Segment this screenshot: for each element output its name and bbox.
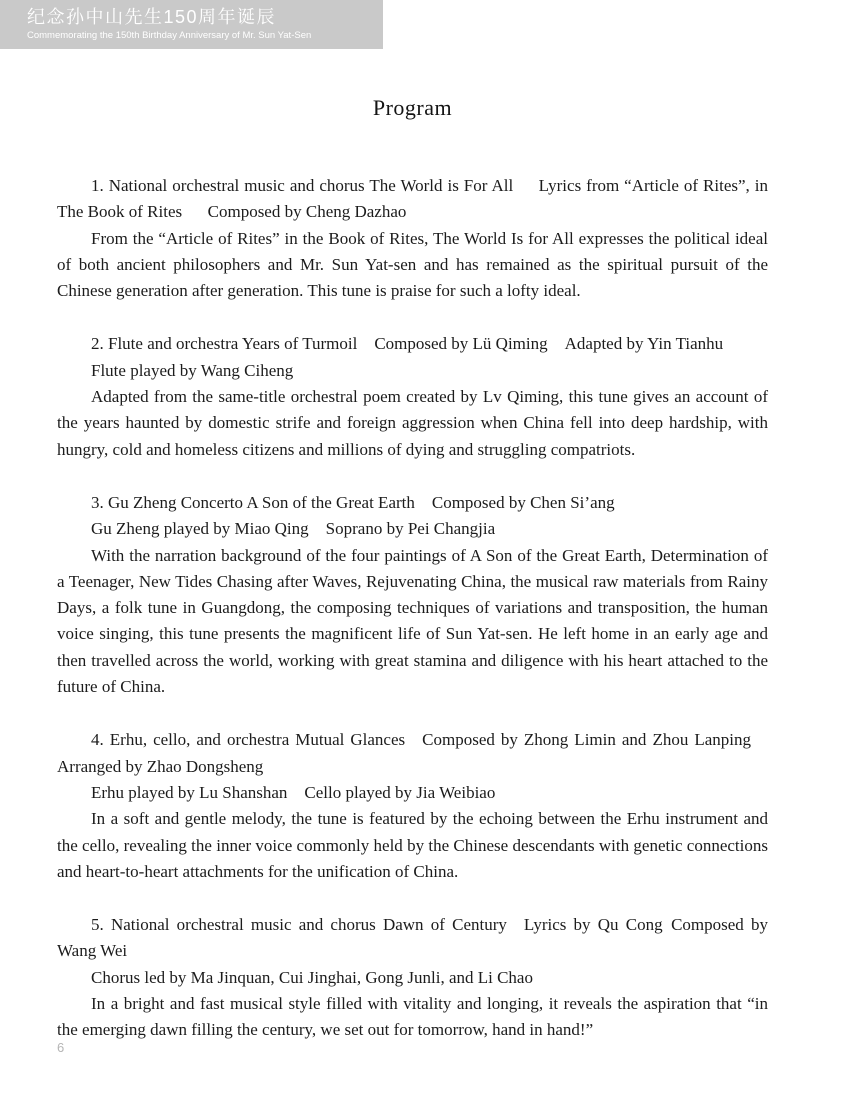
- page-title: Program: [372, 95, 453, 120]
- item-description: With the narration background of the four paintings of A Son of the Great Earth, Determination of a Teenager, New Tides Chasing after Waves, Rejuvenating China, the musical raw materials from Rainy Days, a folk tune in Guangdong, the composing techniques of variations and transposition, the human voice singing, this tune presents the magnificent life of Sun Yat-sen. He left home in an early age and then travelled across the world, working with great stamina and diligence with his heart attached to the future of China.: [57, 545, 768, 697]
- item-description: In a soft and gentle melody, the tune is featured by the echoing between the Erhu instrument and the cello, revealing the inner voice commonly held by the Chinese descendants with genetic connections and heart-to-heart attachments for the unification of China.: [57, 809, 768, 881]
- item-heading: 2. Flute and orchestra Years of Turmoil Composed by Lü Qiming Adapted by Yin Tianhu: [91, 334, 724, 354]
- header-subtitle-english: Commemorating the 150th Birthday Anniversary of Mr. Sun Yat-Sen: [27, 30, 312, 41]
- item-heading: 5. National orchestral music and chorus Dawn of Century Lyrics by Qu Cong Composed by Wang Wei: [57, 915, 768, 961]
- item-performers: Flute played by Wang Ciheng: [91, 360, 294, 380]
- item-description: From the “Article of Rites” in the Book of Rites, The World Is for All expresses the political ideal of both ancient philosophers and Mr. Sun Yat-sen and has remained as the spiritual pursuit of the Chinese generation after generation. This tune is praise for such a lofty ideal.: [57, 228, 768, 301]
- item-heading: 1. National orchestral music and chorus The World is For All Lyrics from “Article of Rites”, in The Book of Rites Composed by Cheng Dazhao: [57, 176, 768, 222]
- program-item-5: [57, 912, 768, 1043]
- page-number: 6: [57, 1040, 65, 1055]
- program-list: [57, 173, 768, 1044]
- program-item-1: [57, 173, 768, 304]
- item-performers: Gu Zheng played by Miao Qing Soprano by Pei Changjia: [91, 519, 496, 539]
- program-item-3: [57, 490, 768, 700]
- header-banner: [0, 0, 383, 49]
- item-performers: Chorus led by Ma Jinquan, Cui Jinghai, Gong Junli, and Li Chao: [91, 967, 533, 987]
- item-performers: Erhu played by Lu Shanshan Cello played by Jia Weibiao: [91, 782, 496, 802]
- item-heading: 4. Erhu, cello, and orchestra Mutual Glances Composed by Zhong Limin and Zhou Lanping Arranged by Zhao Dongsheng: [57, 730, 768, 776]
- header-title-chinese: 纪念孙中山先生150周年诞辰: [27, 7, 277, 27]
- program-item-4: [57, 727, 768, 885]
- item-description: Adapted from the same-title orchestral poem created by Lv Qiming, this tune gives an account of the years haunted by domestic strife and foreign aggression when China fell into deep hardship, with hungry, cold and homeless citizens and millions of dying and struggling compatriots.: [57, 387, 768, 459]
- program-item-2: [57, 331, 768, 462]
- item-heading: 3. Gu Zheng Concerto A Son of the Great Earth Composed by Chen Si’ang: [91, 492, 615, 512]
- item-description: In a bright and fast musical style filled with vitality and longing, it reveals the aspiration that “in the emerging dawn filling the century, we set out for tomorrow, hand in hand!”: [57, 994, 768, 1040]
